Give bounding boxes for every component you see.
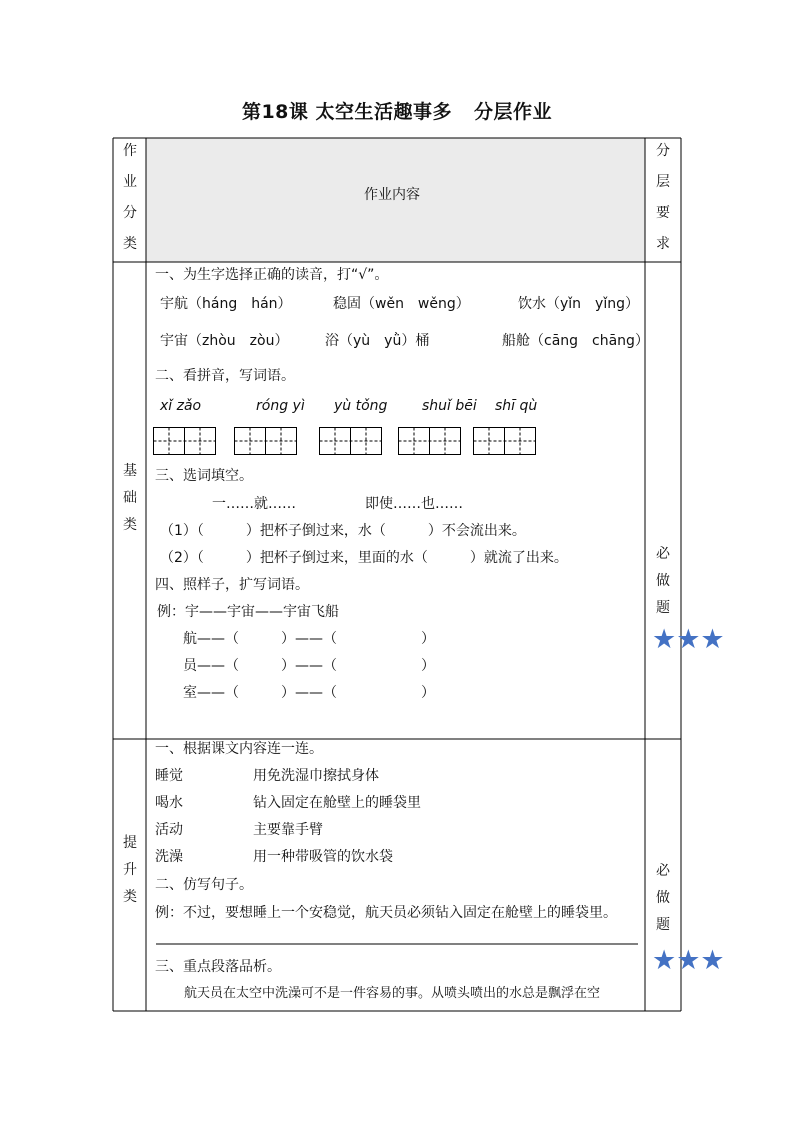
requirement-char: 做 <box>656 890 670 906</box>
adv-q2-example: 例：不过，要想睡上一个安稳觉，航天员必须钻入固定在舱壁上的睡袋里。 <box>155 905 617 921</box>
word-option: 即使……也…… <box>365 496 463 512</box>
advanced-category-char: 提 <box>123 835 137 851</box>
match-right: 钻入固定在舱壁上的睡袋里 <box>253 795 421 811</box>
pinyin-choice: 稳固（wěn wěng） <box>333 296 470 312</box>
header-category-char: 业 <box>123 174 137 190</box>
header-requirement-char: 分 <box>656 143 670 159</box>
title-sub: 分层作业 <box>474 101 553 123</box>
header-category-char: 作 <box>123 143 137 159</box>
expand-row: 员——（ ）——（ ） <box>183 658 435 674</box>
writing-box[interactable] <box>319 427 383 455</box>
passage-text: 航天员在太空中洗澡可不是一件容易的事。从喷头喷出的水总是飘浮在空 <box>184 986 601 1001</box>
writing-box[interactable] <box>234 427 298 455</box>
writing-box[interactable] <box>473 427 537 455</box>
match-left: 喝水 <box>155 795 183 811</box>
pinyin-choice: 宇宙（zhòu zòu） <box>160 333 289 349</box>
pinyin-choice: 浴（yù yǜ）桶 <box>325 333 430 349</box>
adv-q3-heading: 三、重点段落品析。 <box>155 959 281 975</box>
match-right: 主要靠手臂 <box>253 822 323 838</box>
pinyin-word: xǐ zǎo <box>160 398 202 414</box>
header-requirement-char: 层 <box>656 174 670 190</box>
q4-example: 例：宇——宇宙——宇宙飞船 <box>157 604 339 620</box>
writing-box[interactable] <box>153 427 217 455</box>
star-rating: ★★★ <box>652 945 725 976</box>
requirement-char: 必 <box>656 863 670 879</box>
pinyin-choice: 宇航（háng hán） <box>160 296 292 312</box>
header-category-char: 分 <box>123 205 137 221</box>
match-right: 用免洗湿巾擦拭身体 <box>253 768 379 784</box>
pinyin-word: shuǐ bēi <box>422 398 477 414</box>
q1-heading: 一、为生字选择正确的读音，打“√”。 <box>155 267 389 283</box>
pinyin-choice: 饮水（yǐn yǐng） <box>518 296 639 312</box>
match-left: 活动 <box>155 822 183 838</box>
match-left: 睡觉 <box>155 768 183 784</box>
advanced-category-char: 类 <box>123 889 137 905</box>
pinyin-choice: 船舱（cāng chāng） <box>502 333 649 349</box>
title-main: 第18课 太空生活趣事多 <box>241 101 453 123</box>
match-right: 用一种带吸管的饮水袋 <box>253 849 393 865</box>
q3-heading: 三、选词填空。 <box>155 468 253 484</box>
requirement-char: 做 <box>656 573 670 589</box>
basic-category-char: 类 <box>123 517 137 533</box>
basic-category-char: 基 <box>123 463 137 479</box>
pinyin-word: róng yì <box>256 398 305 414</box>
expand-row: 航——（ ）——（ ） <box>183 631 435 647</box>
word-option: 一……就…… <box>212 496 296 512</box>
pinyin-word: yù tǒng <box>334 398 388 414</box>
header-category-char: 类 <box>123 236 137 252</box>
expand-row: 室——（ ）——（ ） <box>183 685 435 701</box>
basic-category-char: 础 <box>123 490 137 506</box>
header-requirement-char: 求 <box>656 236 670 252</box>
requirement-char: 必 <box>656 546 670 562</box>
q2-heading: 二、看拼音，写词语。 <box>155 368 295 384</box>
adv-q1-heading: 一、根据课文内容连一连。 <box>155 741 323 757</box>
star-rating: ★★★ <box>652 624 725 655</box>
pinyin-word: shī qù <box>495 398 538 414</box>
adv-q2-heading: 二、仿写句子。 <box>155 877 253 893</box>
fill-blank-item: （2）（ ）把杯子倒过来，里面的水（ ）就流了出来。 <box>160 550 568 566</box>
q4-heading: 四、照样子，扩写词语。 <box>155 577 309 593</box>
advanced-category-char: 升 <box>123 862 137 878</box>
requirement-char: 题 <box>656 600 670 616</box>
fill-blank-item: （1）（ ）把杯子倒过来，水（ ）不会流出来。 <box>160 523 526 539</box>
requirement-char: 题 <box>656 917 670 933</box>
match-left: 洗澡 <box>155 849 183 865</box>
header-requirement-char: 要 <box>656 205 670 221</box>
header-content: 作业内容 <box>364 187 420 203</box>
writing-box[interactable] <box>398 427 462 455</box>
